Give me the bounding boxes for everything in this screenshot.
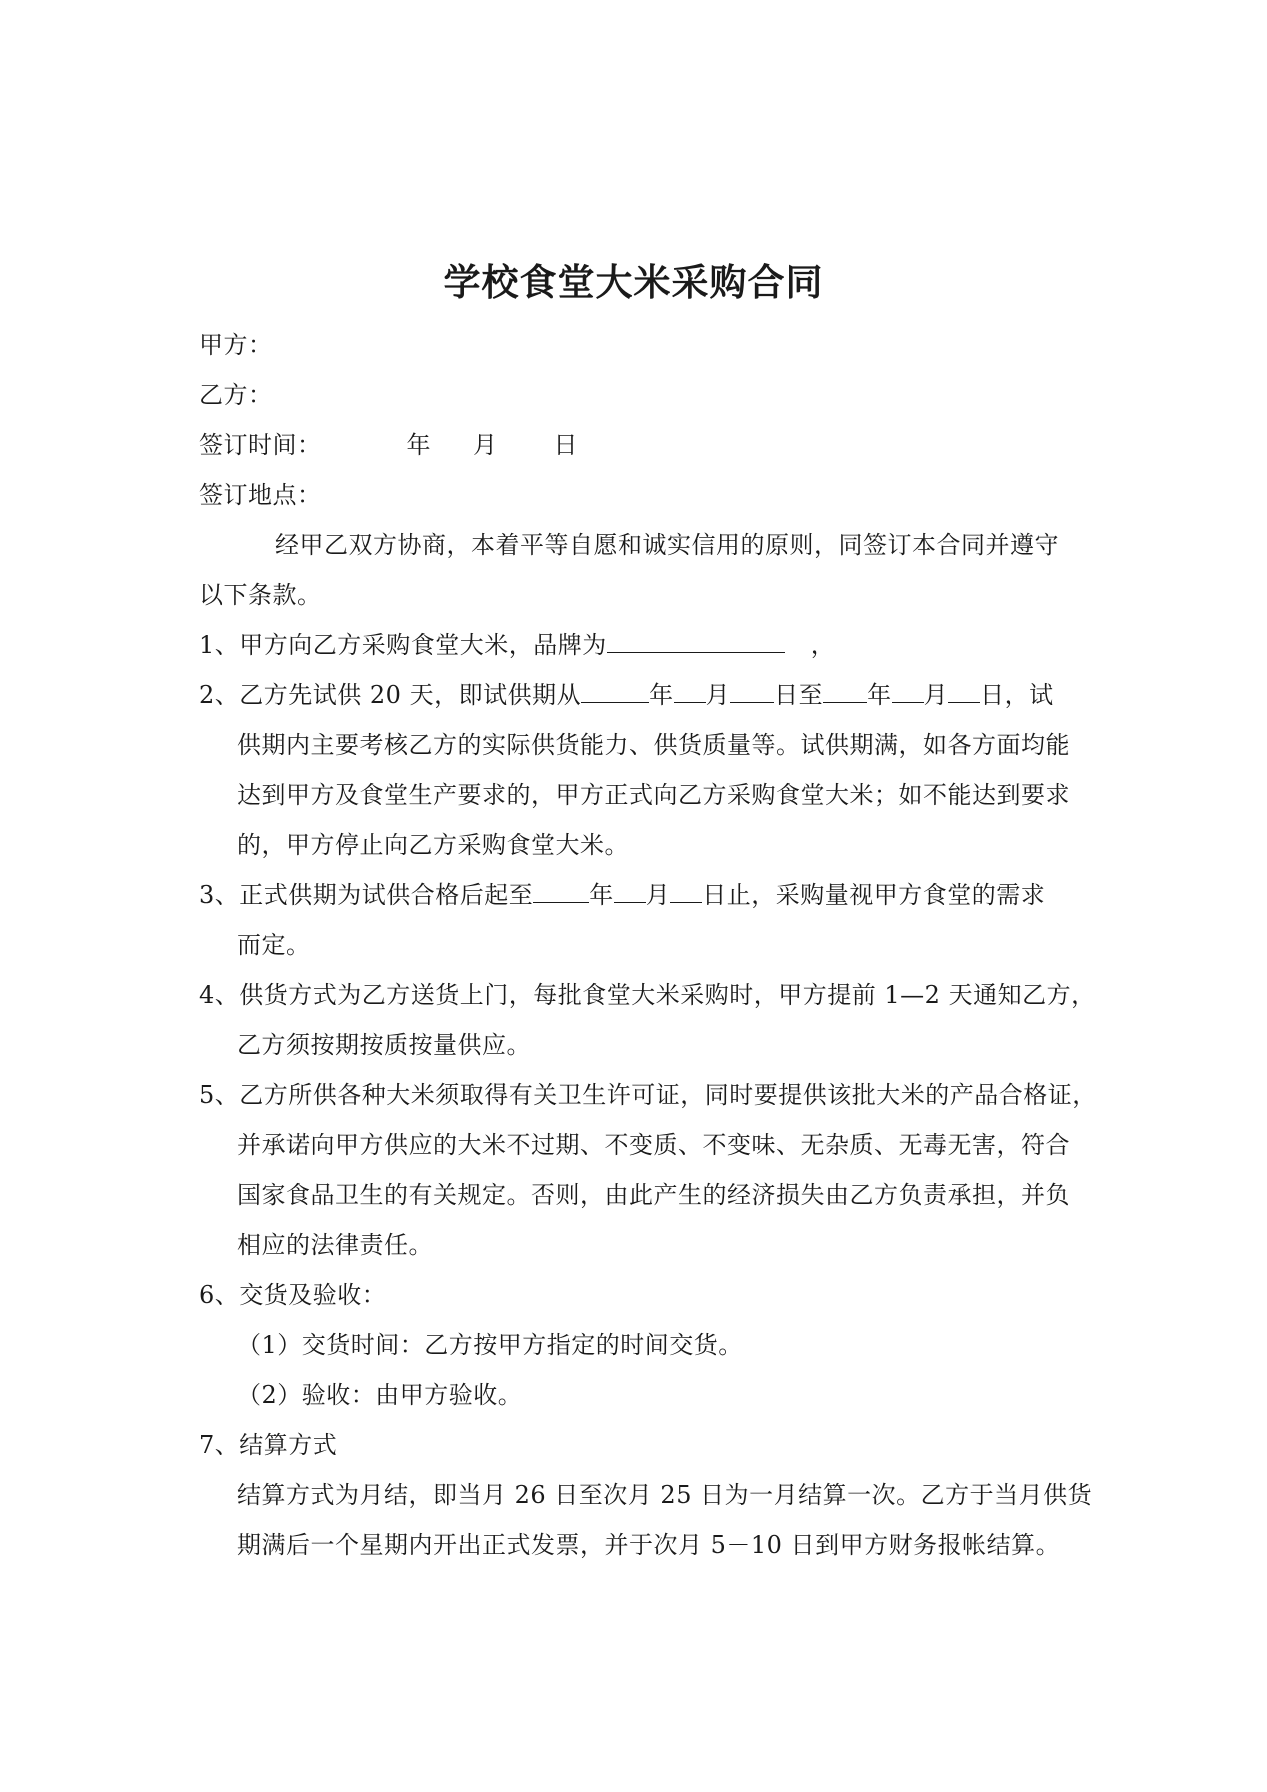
clause-2-month1: 月 bbox=[705, 681, 731, 709]
sign-day-label: 日 bbox=[553, 431, 578, 459]
clause-2-day-to: 日至 bbox=[774, 681, 824, 709]
brand-blank[interactable] bbox=[607, 622, 785, 653]
clause-2-day-end: 日，试 bbox=[980, 681, 1054, 709]
clause-3-line-2: 而定。 bbox=[237, 931, 311, 959]
clause-4-line-1: 4、供货方式为乙方送货上门，每批食堂大米采购时，甲方提前 1—2 天通知乙方， bbox=[199, 981, 1096, 1009]
clause-3-month: 月 bbox=[645, 881, 671, 909]
clause-2-month2: 月 bbox=[923, 681, 949, 709]
trial-start-month-blank[interactable] bbox=[674, 672, 706, 703]
sign-month-label: 月 bbox=[473, 431, 498, 459]
trial-end-year-blank[interactable] bbox=[823, 672, 867, 703]
party-a-line: 甲方： bbox=[199, 331, 273, 359]
clause-1 bbox=[199, 620, 1099, 670]
sign-year-label: 年 bbox=[406, 431, 431, 459]
formal-end-year-blank[interactable] bbox=[533, 872, 589, 903]
clause-7-heading: 7、结算方式 bbox=[199, 1431, 338, 1459]
clause-6-item-1: （1）交货时间：乙方按甲方指定的时间交货。 bbox=[237, 1331, 743, 1359]
clause-3-rest: 日止，采购量视甲方食堂的需求 bbox=[702, 881, 1046, 909]
trial-start-day-blank[interactable] bbox=[730, 672, 774, 703]
clause-5-line-4: 相应的法律责任。 bbox=[237, 1231, 433, 1259]
clause-3-line-1 bbox=[199, 870, 1099, 920]
sign-time-label: 签订时间： bbox=[199, 431, 322, 459]
clause-6-heading: 6、交货及验收： bbox=[199, 1281, 387, 1309]
clause-2-year1: 年 bbox=[649, 681, 674, 709]
contract-body bbox=[199, 320, 1099, 1570]
clause-2-line-4: 的，甲方停止向乙方采购食堂大米。 bbox=[237, 831, 629, 859]
clause-2-line-1 bbox=[199, 670, 1099, 720]
clause-1-comma: ， bbox=[810, 631, 836, 659]
clause-2-year2: 年 bbox=[867, 681, 892, 709]
clause-2-line-2: 供期内主要考核乙方的实际供货能力、供货质量等。试供期满，如各方面均能 bbox=[237, 731, 1070, 759]
clause-6-item-2: （2）验收：由甲方验收。 bbox=[237, 1381, 523, 1409]
clause-5-line-1: 5、乙方所供各种大米须取得有关卫生许可证，同时要提供该批大米的产品合格证， bbox=[199, 1081, 1097, 1109]
intro-line-1: 经甲乙双方协商，本着平等自愿和诚实信用的原则，同签订本合同并遵守 bbox=[275, 531, 1059, 559]
clause-7-line-1: 结算方式为月结，即当月 26 日至次月 25 日为一月结算一次。乙方于当月供货 bbox=[237, 1481, 1093, 1509]
clause-2-line-3: 达到甲方及食堂生产要求的，甲方正式向乙方采购食堂大米；如不能达到要求 bbox=[237, 781, 1070, 809]
sign-time-line bbox=[199, 420, 1099, 470]
clause-3-text: 3、正式供期为试供合格后起至 bbox=[199, 881, 534, 909]
clause-5-line-2: 并承诺向甲方供应的大米不过期、不变质、不变味、无杂质、无毒无害，符合 bbox=[237, 1131, 1070, 1159]
clause-1-text: 1、甲方向乙方采购食堂大米，品牌为 bbox=[199, 631, 607, 659]
formal-end-day-blank[interactable] bbox=[670, 872, 702, 903]
formal-end-month-blank[interactable] bbox=[614, 872, 646, 903]
trial-end-day-blank[interactable] bbox=[948, 672, 980, 703]
intro-line-2: 以下条款。 bbox=[199, 581, 322, 609]
clause-5-line-3: 国家食品卫生的有关规定。否则，由此产生的经济损失由乙方负责承担，并负 bbox=[237, 1181, 1070, 1209]
trial-start-year-blank[interactable] bbox=[581, 672, 649, 703]
party-b-line: 乙方： bbox=[199, 381, 273, 409]
sign-place-line: 签订地点： bbox=[199, 481, 322, 509]
document-title: 学校食堂大米采购合同 bbox=[443, 260, 824, 304]
clause-2-text: 2、乙方先试供 20 天，即试供期从 bbox=[199, 681, 582, 709]
clause-4-line-2: 乙方须按期按质按量供应。 bbox=[237, 1031, 531, 1059]
trial-end-month-blank[interactable] bbox=[892, 672, 924, 703]
clause-7-line-2: 期满后一个星期内开出正式发票，并于次月 5－10 日到甲方财务报帐结算。 bbox=[237, 1531, 1061, 1559]
clause-3-year: 年 bbox=[589, 881, 614, 909]
